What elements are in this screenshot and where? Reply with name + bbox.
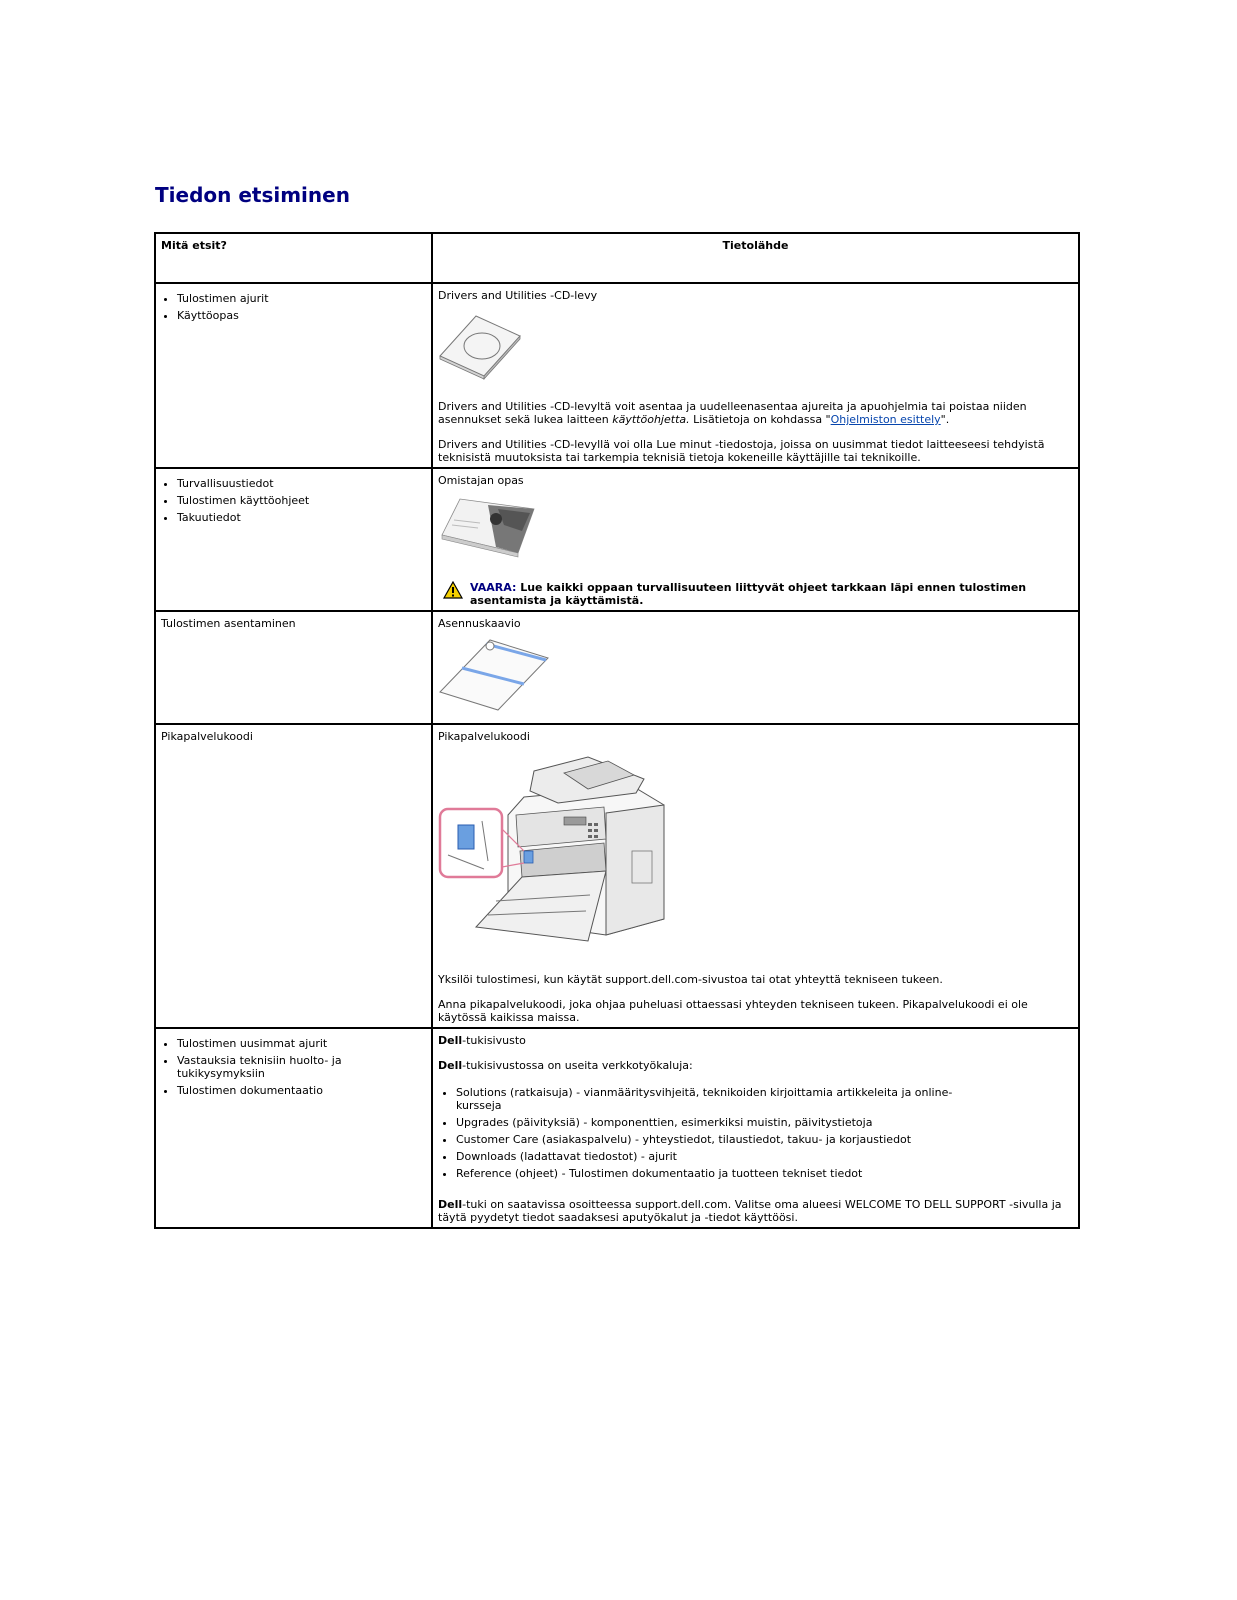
list-item: • Customer Care (asiakaspalvelu) - yhteystiedot, tilaustiedot, takuu- ja korjaustiedot xyxy=(456,1133,986,1146)
dell-intro xyxy=(438,1059,1073,1072)
list-item: • Takuutiedot xyxy=(177,511,426,524)
source-title-rest: -tukisivusto xyxy=(462,1034,526,1047)
source-title: Asennuskaavio xyxy=(438,617,521,630)
what-cell xyxy=(155,468,432,611)
owners-manual-illustration xyxy=(438,495,538,559)
source-cell xyxy=(432,468,1079,611)
list-item: • Käyttöopas xyxy=(177,309,426,322)
printer-service-tag-illustration xyxy=(438,751,668,945)
dell-brand: Dell xyxy=(438,1034,463,1047)
list-item: • Tulostimen käyttöohjeet xyxy=(177,494,426,507)
dell-brand: Dell xyxy=(438,1059,463,1072)
software-intro-link[interactable]: Ohjelmiston esittely xyxy=(830,413,941,426)
service-tag-usage: Yksilöi tulostimesi, kun käytät support.dell.com-sivustoa tai otat yhteyttä tekniseen tukeen. xyxy=(438,973,943,986)
dell-outro xyxy=(438,1198,1073,1224)
service-tag-note: Anna pikapalvelukoodi, joka ohjaa puheluasi ottaessasi yhteyden tekniseen tukeen. Pikapalvelukoodi ei ole käytössä kaikissa maissa. xyxy=(438,998,1028,1024)
list-item: • Downloads (ladattavat tiedostot) - ajurit xyxy=(456,1150,986,1163)
col-header-what: Mitä etsit? xyxy=(155,233,432,283)
what-cell: Tulostimen asentaminen xyxy=(155,611,432,724)
manual-italic: käyttöohjetta. xyxy=(612,413,690,426)
source-cell xyxy=(432,611,1079,724)
warning-body: Lue kaikki oppaan turvallisuuteen liittyvät ohjeet tarkkaan läpi ennen tulostimen asentamista ja käyttämistä. xyxy=(470,581,1027,607)
cd-disc-illustration xyxy=(438,310,522,380)
what-list xyxy=(161,477,426,524)
warning-icon xyxy=(442,581,464,599)
table-row xyxy=(155,468,1079,611)
list-item: • Turvallisuustiedot xyxy=(177,477,426,490)
dell-intro-rest: -tukisivustossa on useita verkkotyökaluja: xyxy=(462,1059,693,1072)
what-cell: Pikapalvelukoodi xyxy=(155,724,432,1028)
what-cell xyxy=(155,283,432,468)
source-cell xyxy=(432,724,1079,1028)
list-item: • Tulostimen dokumentaatio xyxy=(177,1084,387,1097)
list-item: • Tulostimen ajurit xyxy=(177,292,426,305)
list-item: • Tulostimen uusimmat ajurit xyxy=(177,1037,387,1050)
dell-brand: Dell xyxy=(438,1198,463,1211)
warning-note xyxy=(442,581,1073,607)
source-title: Drivers and Utilities -CD-levy xyxy=(438,289,598,302)
list-item: • Reference (ohjeet) - Tulostimen dokumentaatio ja tuotteen tekniset tiedot xyxy=(456,1167,986,1180)
setup-diagram-illustration xyxy=(438,638,550,712)
table-row xyxy=(155,283,1079,468)
page-title: Tiedon etsiminen xyxy=(155,183,350,207)
readme-description: Drivers and Utilities -CD-levyllä voi olla Lue minut -tiedostoja, joissa on uusimmat tiedot laitteeseesi tehdyistä teknisistä muutoksista tai tarkempia teknisiä tietoja kokeneille käyttäjille tai teknikoille. xyxy=(438,438,1045,464)
warning-label: VAARA: xyxy=(470,581,517,594)
source-title: Pikapalvelukoodi xyxy=(438,730,530,743)
list-item: • Vastauksia teknisiin huolto- ja tukikysymyksiin xyxy=(177,1054,387,1080)
what-list xyxy=(161,292,426,322)
table-row xyxy=(155,724,1079,1028)
list-item: • Upgrades (päivityksiä) - komponenttien, esimerkiksi muistin, päivitystietoja xyxy=(456,1116,986,1129)
source-cell xyxy=(432,1028,1079,1228)
source-title xyxy=(438,1034,1073,1047)
online-tools-list xyxy=(438,1086,986,1180)
what-cell xyxy=(155,1028,432,1228)
cd-description xyxy=(438,400,1073,426)
info-table xyxy=(154,232,1080,1229)
table-row xyxy=(155,611,1079,724)
cd-text-part: Lisätietoja on kohdassa " xyxy=(689,413,831,426)
table-header-row xyxy=(155,233,1079,283)
table-row xyxy=(155,1028,1079,1228)
warning-text xyxy=(470,581,1073,607)
col-header-source: Tietolähde xyxy=(432,233,1079,283)
cd-text-part: Drivers and Utilities -CD-levyltä voit asentaa ja uudelleenasentaa ajureita ja apuohjelmia tai poistaa niiden asennukset sekä lukea laitteen xyxy=(438,400,1027,426)
list-item: • Solutions (ratkaisuja) - vianmääritysvihjeitä, teknikoiden kirjoittamia artikkeleita ja online-kursseja xyxy=(456,1086,986,1112)
source-title: Omistajan opas xyxy=(438,474,524,487)
source-cell xyxy=(432,283,1079,468)
what-list xyxy=(161,1037,387,1097)
dell-outro-rest: -tuki on saatavissa osoitteessa support.dell.com. Valitse oma alueesi WELCOME TO DELL SUPPORT -sivulla ja täytä pyydetyt tiedot saadaksesi aputyökalut ja -tiedot käyttöösi. xyxy=(438,1198,1062,1224)
cd-text-part: ". xyxy=(940,413,950,426)
